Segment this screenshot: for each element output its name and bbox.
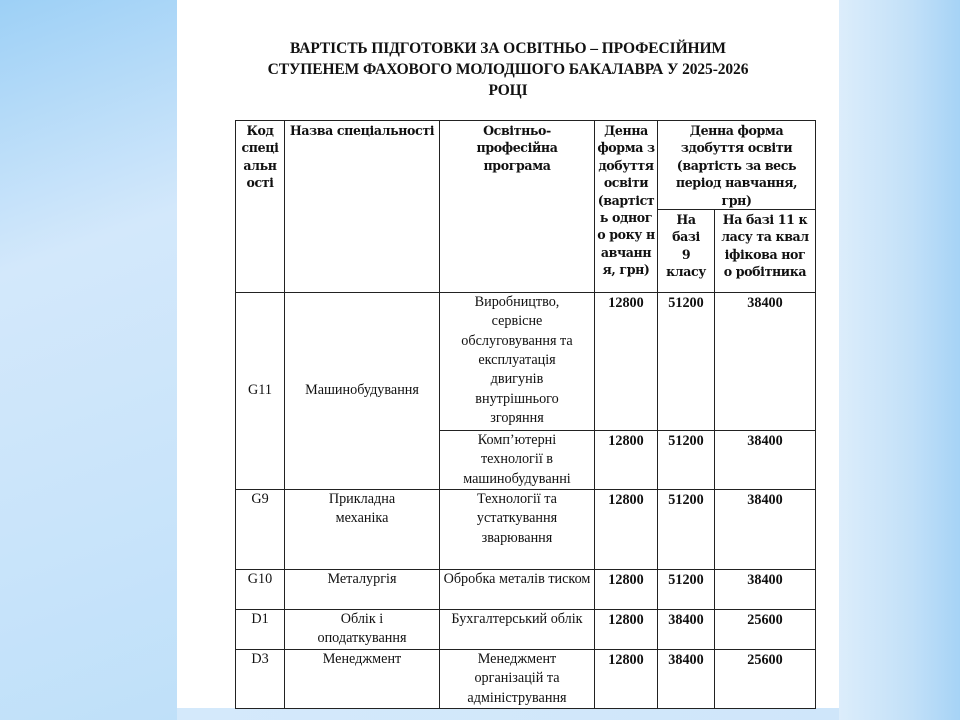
- title-line: ВАРТІСТЬ ПІДГОТОВКИ ЗА ОСВІТНЬО – ПРОФЕСІЙНИМ: [290, 40, 726, 57]
- cost-base9: 38400: [658, 609, 715, 649]
- table-row: [236, 489, 816, 569]
- cost-base11: 38400: [715, 569, 816, 609]
- specialty-code: D1: [236, 609, 285, 649]
- program-name: Обробка металів тиском: [440, 569, 595, 609]
- header-code: Код спеці альн ості: [236, 121, 285, 293]
- specialty-code: G10: [236, 569, 285, 609]
- header-specialty: Назва спеціальності: [285, 121, 440, 293]
- table-row: [236, 569, 816, 609]
- program-name: Виробництво, сервісне обслуговування та експлуатація двигунів внутрішнього згоряння: [440, 293, 595, 431]
- program-name: Комп’ютерні технології в машинобудуванні: [440, 431, 595, 490]
- specialty-name: Машинобудування: [285, 293, 440, 490]
- annual-cost: 12800: [595, 293, 658, 431]
- cost-base11: 38400: [715, 489, 816, 569]
- header-program: Освітньо-професійна програма: [440, 121, 595, 293]
- annual-cost: 12800: [595, 649, 658, 708]
- header-base11: На базі 11 класу та кваліфікова ного робітника: [715, 210, 816, 293]
- specialty-code: G11: [236, 293, 285, 490]
- cost-base9: 38400: [658, 649, 715, 708]
- title-line: СТУПЕНЕМ ФАХОВОГО МОЛОДШОГО БАКАЛАВРА У 2025-2026: [267, 61, 749, 78]
- cost-base11: 38400: [715, 431, 816, 490]
- background-bottom: [177, 708, 839, 720]
- cost-base9: 51200: [658, 293, 715, 431]
- specialty-name: Менеджмент: [285, 649, 440, 708]
- title-line: РОЦІ: [488, 82, 528, 99]
- table-row: [236, 293, 816, 431]
- specialty-code: G9: [236, 489, 285, 569]
- specialty-name: Прикладна механіка: [285, 489, 440, 569]
- specialty-code: D3: [236, 649, 285, 708]
- header-row: [236, 121, 816, 210]
- table-row: [236, 609, 816, 649]
- annual-cost: 12800: [595, 431, 658, 490]
- background-left: [0, 0, 177, 720]
- cost-base11: 25600: [715, 649, 816, 708]
- annual-cost: 12800: [595, 489, 658, 569]
- table-row: [236, 649, 816, 708]
- cost-base11: 25600: [715, 609, 816, 649]
- document-title: [177, 38, 839, 101]
- header-full-cost: Денна форма здобуття освіти (вартість за весь період навчання, грн): [658, 121, 816, 210]
- cost-base9: 51200: [658, 431, 715, 490]
- program-name: Бухгалтерський облік: [440, 609, 595, 649]
- cost-base9: 51200: [658, 489, 715, 569]
- cost-table: [235, 120, 816, 709]
- annual-cost: 12800: [595, 609, 658, 649]
- program-name: Технології та устаткування зварювання: [440, 489, 595, 569]
- cost-base11: 38400: [715, 293, 816, 431]
- specialty-name: Металургія: [285, 569, 440, 609]
- program-name: Менеджмент організацій та адміністрування: [440, 649, 595, 708]
- document-page: [177, 0, 839, 708]
- background-right: [839, 0, 960, 720]
- header-base9: На базі 9 класу: [658, 210, 715, 293]
- annual-cost: 12800: [595, 569, 658, 609]
- cost-base9: 51200: [658, 569, 715, 609]
- header-annual-cost: Денна форма здобуття освіти (вартіст ь одного року навчанн я, грн): [595, 121, 658, 293]
- specialty-name: Облік і оподаткування: [285, 609, 440, 649]
